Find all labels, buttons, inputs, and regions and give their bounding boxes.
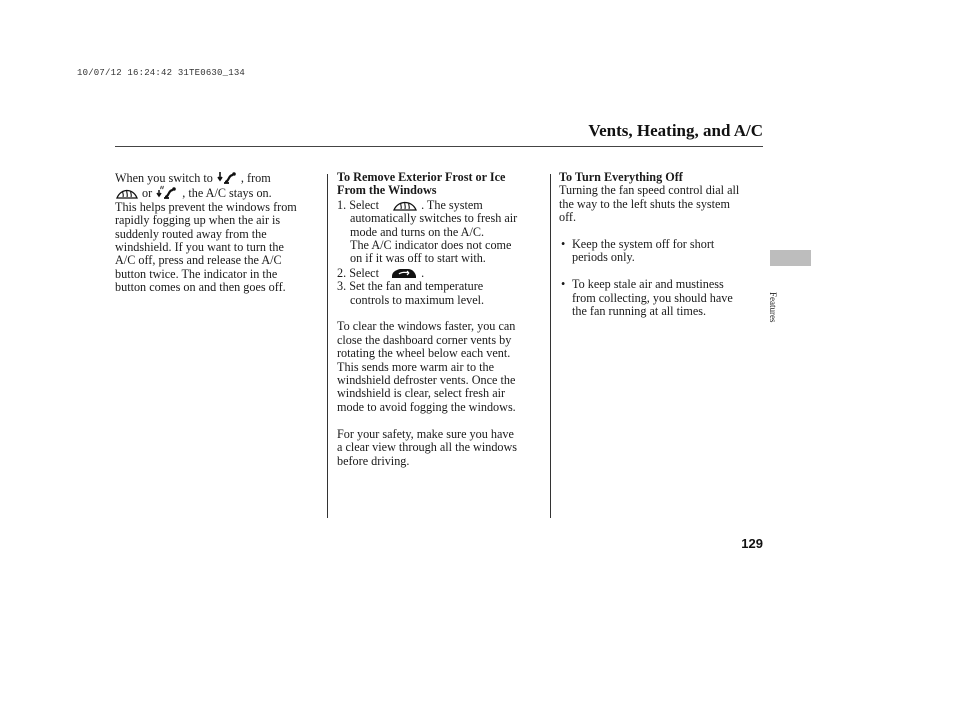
col1-text-line: A/C off, press and release the A/C	[115, 253, 282, 268]
col1-line-1: When you switch to , from	[115, 171, 271, 185]
bullet-text: To keep stale air and mustiness	[572, 277, 724, 292]
step-1-text: on if it was off to start with.	[350, 251, 486, 266]
fresh-air-mode-icon	[390, 266, 418, 280]
col1-line-2: or , the A/C stays on.	[115, 185, 323, 200]
title-rule	[115, 146, 763, 147]
step-2: 2. Select .	[337, 265, 425, 280]
paragraph-gap	[559, 265, 763, 278]
section-heading-frost-cont: From the Windows	[337, 183, 437, 198]
step-1: 1. Select . The system	[337, 197, 483, 212]
floor-defrost-mode-icon	[216, 171, 238, 185]
column-1	[115, 171, 323, 295]
col2-text-line: a clear view through all the windows	[337, 440, 518, 455]
dash-floor-defrost-mode-icon	[155, 185, 179, 200]
column-3	[559, 171, 763, 318]
col1-text-line: button twice. The indicator in the	[115, 266, 278, 281]
paragraph-gap	[559, 225, 763, 238]
col2-text-line: To clear the windows faster, you can	[337, 319, 516, 334]
col2-text-line: mode to avoid fogging the windows.	[337, 399, 516, 414]
col1-text-line: button comes on and then goes off.	[115, 280, 286, 295]
bullet-text: from collecting, you should have	[572, 290, 733, 305]
page-title: Vents, Heating, and A/C	[588, 121, 763, 140]
col3-text-line: off.	[559, 210, 577, 225]
col3-text-line: Turning the fan speed control dial all	[559, 183, 740, 198]
bullet-item	[559, 238, 763, 265]
paragraph-gap	[337, 307, 543, 320]
col2-text-line: This sends more warm air to the	[337, 359, 495, 374]
col2-text-line: before driving.	[337, 453, 410, 468]
col2-text-line: windshield defroster vents. Once the	[337, 373, 516, 388]
column-divider-2	[550, 174, 551, 518]
col2-text-line: close the dashboard corner vents by	[337, 332, 512, 347]
defrost-mode-icon	[115, 186, 139, 200]
bullet-dot: •	[561, 237, 566, 252]
print-stamp: 10/07/12 16:24:42 31TE0630_134	[77, 68, 246, 78]
step-1-text: The A/C indicator does not come	[350, 238, 512, 253]
col3-text-line: the way to the left shuts the system	[559, 196, 730, 211]
section-heading-frost: To Remove Exterior Frost or Ice	[337, 170, 506, 184]
step-1-text: automatically switches to fresh air	[350, 211, 518, 226]
defrost-mode-icon	[392, 198, 418, 212]
section-heading-off: To Turn Everything Off	[559, 170, 683, 184]
bullet-text: the fan running at all times.	[572, 304, 707, 319]
col1-text-line: This helps prevent the windows from	[115, 199, 297, 214]
bullet-text: periods only.	[572, 250, 635, 265]
page-number: 129	[741, 536, 763, 551]
col1-text-line: windshield. If you want to turn the	[115, 240, 284, 255]
bullet-dot: •	[561, 277, 566, 292]
bullet-item	[559, 278, 763, 318]
step-3: 3. Set the fan and temperature	[337, 279, 484, 294]
section-tab-label: Features	[768, 292, 778, 323]
col1-text-line: rapidly fogging up when the air is	[115, 213, 281, 228]
column-2	[337, 171, 543, 468]
section-tab-marker	[770, 250, 811, 266]
col2-text-line: windshield is clear, select fresh air	[337, 386, 506, 401]
paragraph-gap	[337, 414, 543, 427]
col1-text-line: suddenly routed away from the	[115, 226, 267, 241]
col2-text-line: For your safety, make sure you have	[337, 426, 514, 441]
col2-text-line: rotating the wheel below each vent.	[337, 346, 511, 361]
step-3-text: controls to maximum level.	[350, 292, 485, 307]
column-divider-1	[327, 174, 328, 518]
bullet-text: Keep the system off for short	[572, 237, 715, 252]
step-1-text: mode and turns on the A/C.	[350, 224, 485, 239]
